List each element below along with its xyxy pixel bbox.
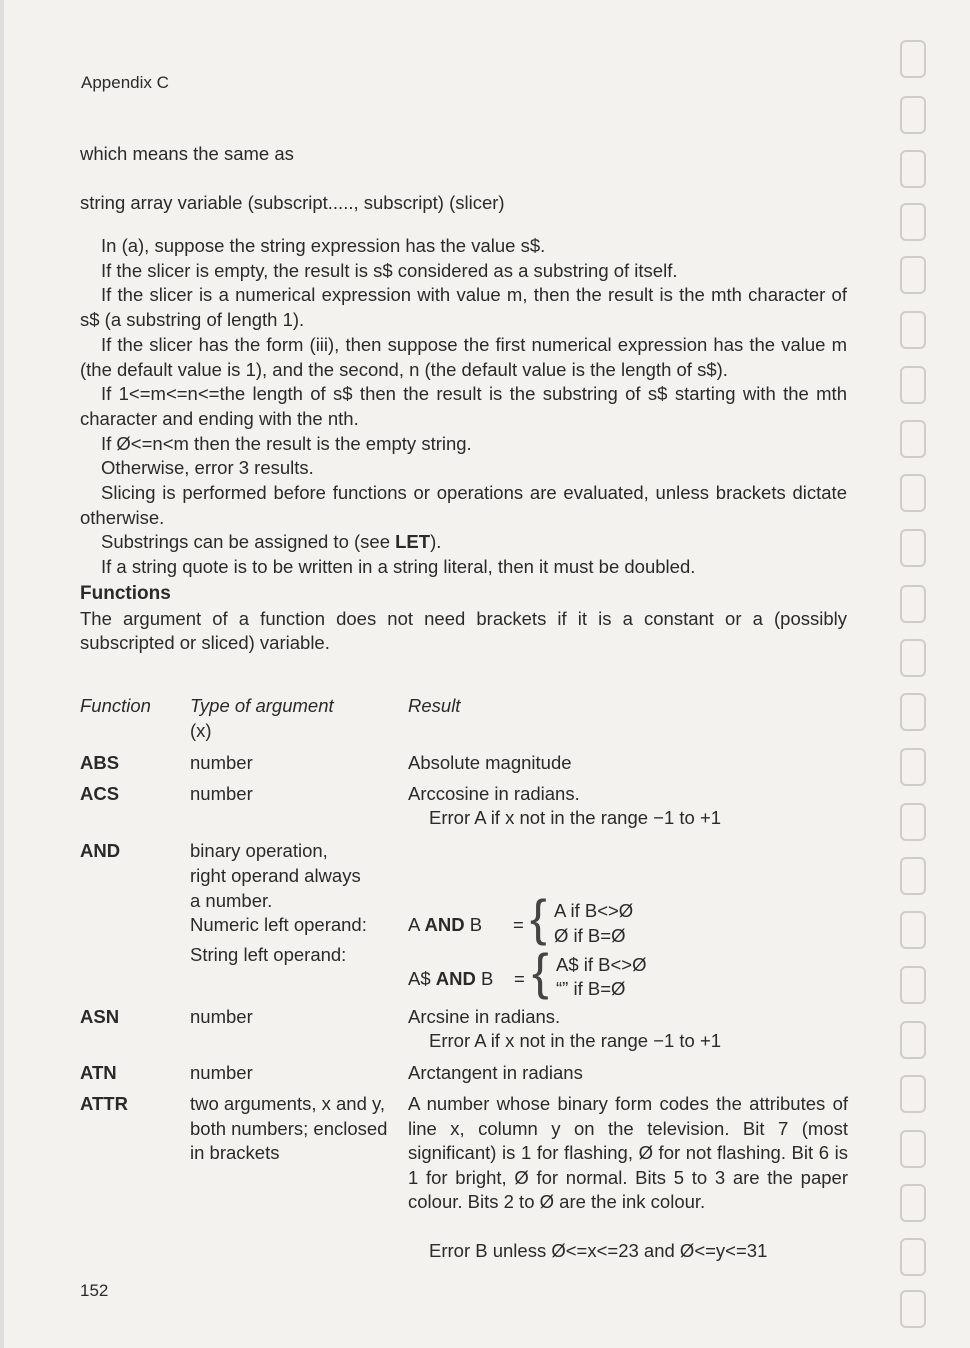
fn-asn: ASN — [80, 1006, 120, 1027]
col-header-type-x: (x) — [190, 720, 212, 741]
paragraph: Otherwise, error 3 results. — [101, 457, 314, 479]
fn-and: AND — [80, 840, 121, 861]
fn-abs: ABS — [80, 752, 120, 773]
paragraph: Slicing is performed before functions or operations are evaluated, unless brackets dictate otherwise. — [80, 482, 847, 528]
and-string-op: AND — [435, 968, 476, 989]
paragraph: If the slicer is empty, the result is s$ considered as a substring of itself. — [101, 259, 678, 281]
brace-icon: { — [532, 944, 549, 1000]
paragraph: In (a), suppose the string expression has the value s$. — [101, 235, 546, 256]
and-string-case-2: “” if B=Ø — [556, 978, 626, 999]
intro-line-1: which means the same as — [80, 143, 294, 164]
arg-and-3: a number. — [190, 890, 273, 911]
res-attr: A number whose binary form codes the attributes of line x, column y on the television. Bit 7 (most significant) is 1 for flashing, Ø for not flashing. Bit 6 is 1 for bright, Ø for normal. Bits 5 to 3 are the paper colour. Bits 2 to Ø are the ink colour. — [408, 1093, 848, 1212]
res-asn: Arcsine in radians. — [408, 1006, 561, 1027]
let-text-before: Substrings can be assigned to (see — [101, 531, 396, 553]
intro-line-2: string array variable (subscript....., subscript) (slicer) — [80, 192, 505, 213]
and-numeric-a: A — [408, 914, 425, 935]
paragraph: If the slicer has the form (iii), then suppose the first numerical expression has the value m (the default value is 1), and the second, n (the default value is the length of s$). — [80, 333, 847, 380]
and-numeric-lhs — [408, 913, 482, 938]
let-keyword: LET — [395, 531, 431, 553]
res-abs: Absolute magnitude — [408, 752, 572, 773]
and-string-eq: = — [514, 968, 525, 989]
paragraph: If a string quote is to be written in a string literal, then it must be doubled. — [101, 556, 696, 578]
and-string-case-1: A$ if B<>Ø — [556, 954, 647, 975]
err-asn: Error A if x not in the range −1 to +1 — [429, 1030, 722, 1051]
arg-and-2: right operand always — [190, 865, 361, 886]
and-numeric-case-1: A if B<>Ø — [554, 900, 634, 921]
err-acs: Error A if x not in the range −1 to +1 — [429, 807, 722, 828]
and-numeric-eq: = — [513, 914, 524, 935]
and-numeric-case-2: Ø if B=Ø — [554, 925, 626, 946]
col-header-function: Function — [80, 695, 151, 716]
brace-icon: { — [530, 890, 547, 946]
and-string-lhs — [408, 967, 493, 992]
and-string-a: A$ — [408, 968, 436, 989]
res-atn: Arctangent in radians — [408, 1062, 583, 1083]
page-number: 152 — [80, 1281, 109, 1300]
let-text-after: ). — [430, 531, 442, 553]
running-header: Appendix C — [81, 73, 169, 92]
paragraph-let — [80, 530, 847, 555]
col-header-type: Type of argument — [190, 695, 334, 716]
col-header-result: Result — [408, 695, 461, 716]
arg-and-4: Numeric left operand: — [190, 914, 367, 935]
fn-attr: ATTR — [80, 1093, 128, 1114]
err-attr: Error B unless Ø<=x<=23 and Ø<=y<=31 — [429, 1240, 768, 1261]
arg-asn: number — [190, 1006, 253, 1027]
arg-and-1: binary operation, — [190, 840, 328, 861]
and-string-b: B — [475, 968, 494, 989]
fn-acs: ACS — [80, 783, 120, 804]
arg-acs: number — [190, 783, 253, 804]
res-acs: Arccosine in radians. — [408, 783, 580, 804]
arg-atn: number — [190, 1062, 253, 1083]
and-numeric-b: B — [464, 914, 483, 935]
fn-atn: ATN — [80, 1062, 117, 1083]
paragraph: If 1<=m<=n<=the length of s$ then the result is the substring of s$ starting with the mth character and ending with the nth. — [80, 383, 847, 429]
arg-and-5: String left operand: — [190, 944, 347, 965]
arg-abs: number — [190, 752, 253, 773]
arg-attr: two arguments, x and y, both numbers; enclosed in brackets — [190, 1093, 388, 1163]
and-numeric-op: AND — [424, 914, 465, 935]
paragraph: If Ø<=n<m then the result is the empty string. — [101, 432, 472, 454]
page-edge — [0, 0, 4, 1348]
paragraph: If the slicer is a numerical expression with value m, then the result is the mth character of s$ (a substring of length 1). — [80, 284, 847, 331]
body-text — [80, 234, 847, 656]
functions-intro: The argument of a function does not need brackets if it is a constant or a (possibly subscripted or sliced) variable. — [80, 607, 847, 654]
functions-heading: Functions — [80, 582, 171, 604]
